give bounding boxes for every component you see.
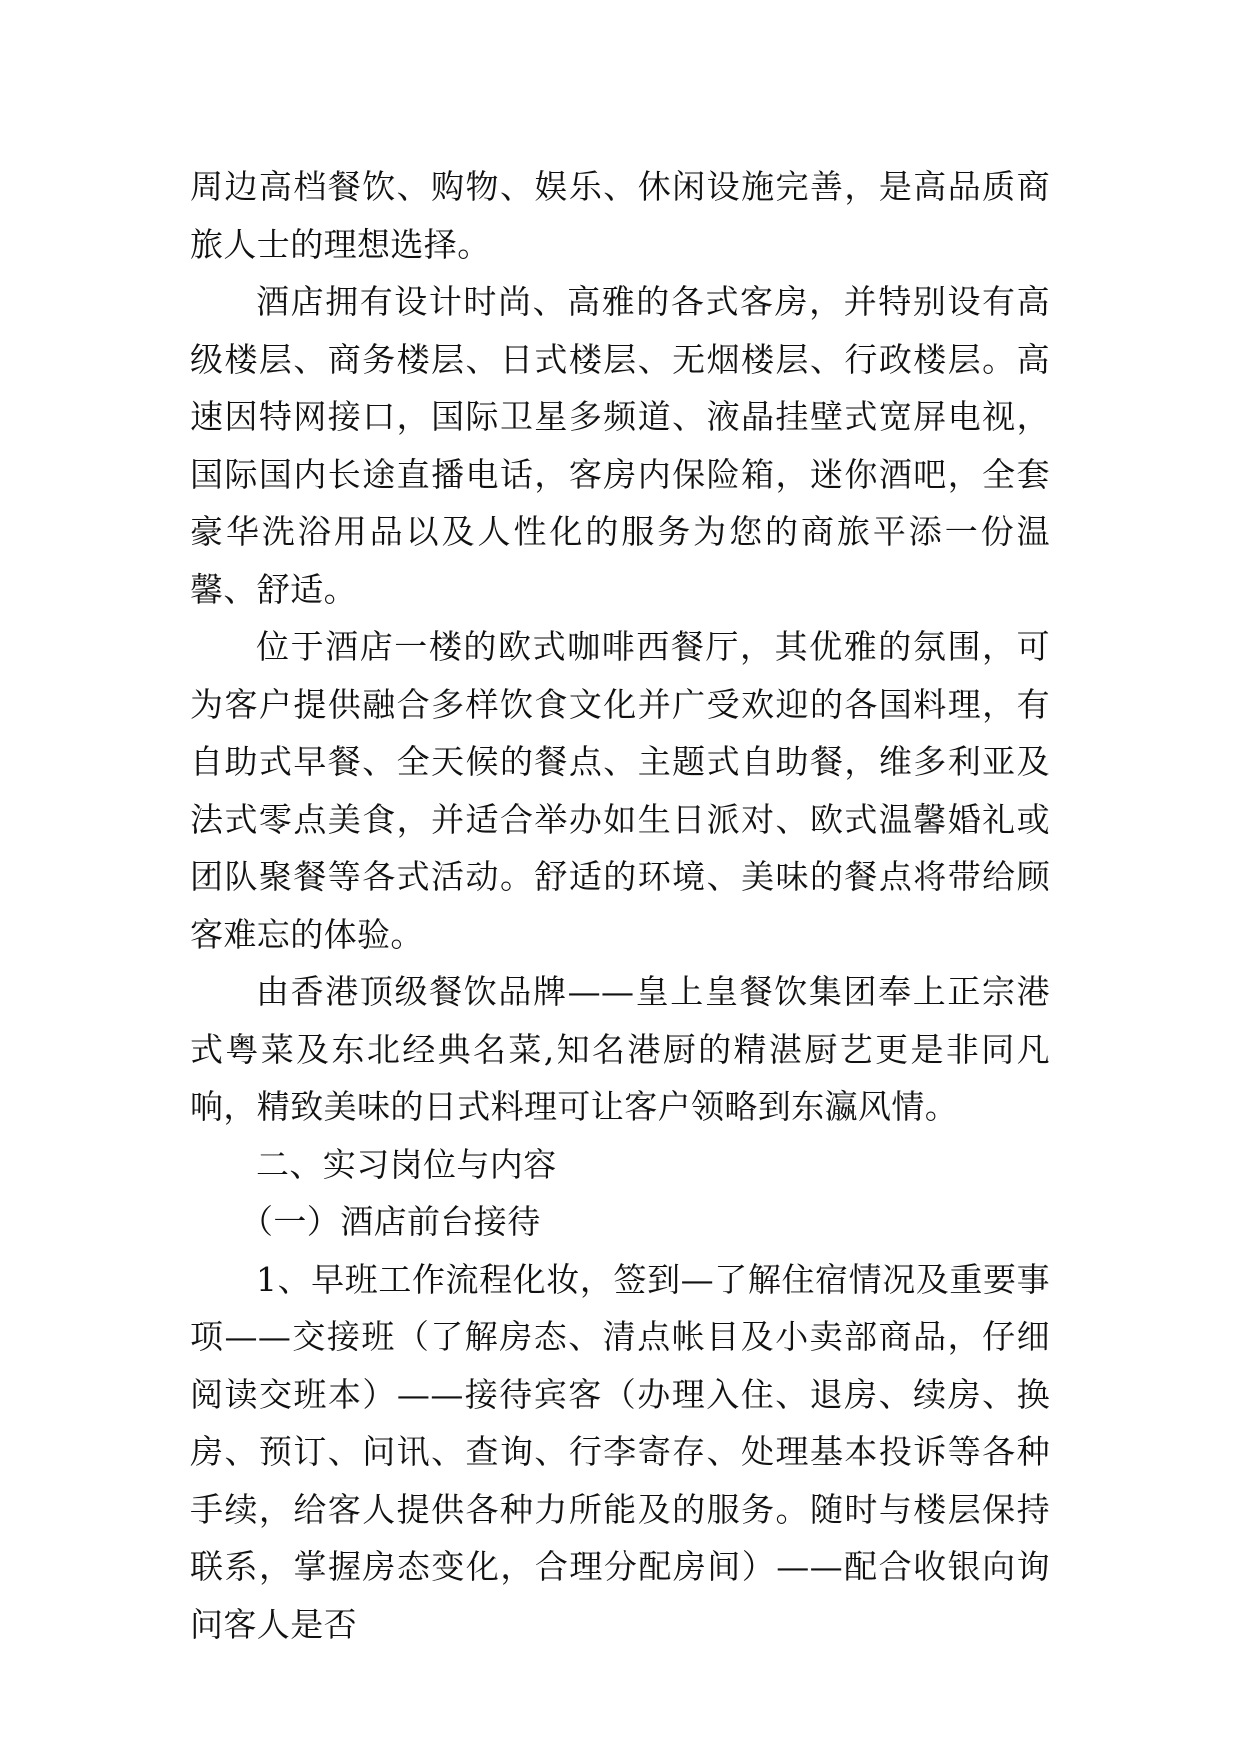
paragraph-cantonese-restaurant: 由香港顶级餐饮品牌——皇上皇餐饮集团奉上正宗港式粤菜及东北经典名菜,知名港厨的精湛厨艺更是非同凡响，精致美味的日式料理可让客户领略到东瀛风情。 <box>190 972 1050 1126</box>
paragraph-western-restaurant: 位于酒店一楼的欧式咖啡西餐厅，其优雅的氛围，可为客户提供融合多样饮食文化并广受欢迎的各国料理，有自助式早餐、全天候的餐点、主题式自助餐，维多利亚及法式零点美食，并适合举办如生日派对、欧式温馨婚礼或团队聚餐等各式活动。舒适的环境、美味的餐点将带给顾客难忘的体验。 <box>190 627 1050 954</box>
paragraph-facilities: 周边高档餐饮、购物、娱乐、休闲设施完善，是高品质商旅人士的理想选择。 <box>190 167 1050 264</box>
paragraph-morning-shift: 1、早班工作流程化妆，签到—了解住宿情况及重要事项——交接班（了解房态、清点帐目及小卖部商品，仔细阅读交班本）——接待宾客（办理入住、退房、续房、换房、预订、问讯、查询、行李寄存、处理基本投诉等各种手续，给客人提供各种力所能及的服务。随时与楼层保持联系，掌握房态变化，合理分配房间）——配合收银向询问客人是否 <box>190 1259 1050 1644</box>
subsection-heading: （一）酒店前台接待 <box>240 1202 541 1241</box>
document-body <box>190 158 1050 1653</box>
section-heading: 二、实习岗位与内容 <box>256 1144 557 1184</box>
paragraph-rooms: 酒店拥有设计时尚、高雅的各式客房，并特别设有高级楼层、商务楼层、日式楼层、无烟楼层、行政楼层。高速因特网接口，国际卫星多频道、液晶挂壁式宽屏电视，国际国内长途直播电话，客房内保险箱，迷你酒吧，全套豪华洗浴用品以及人性化的服务为您的商旅平添一份温馨、舒适。 <box>190 282 1050 609</box>
